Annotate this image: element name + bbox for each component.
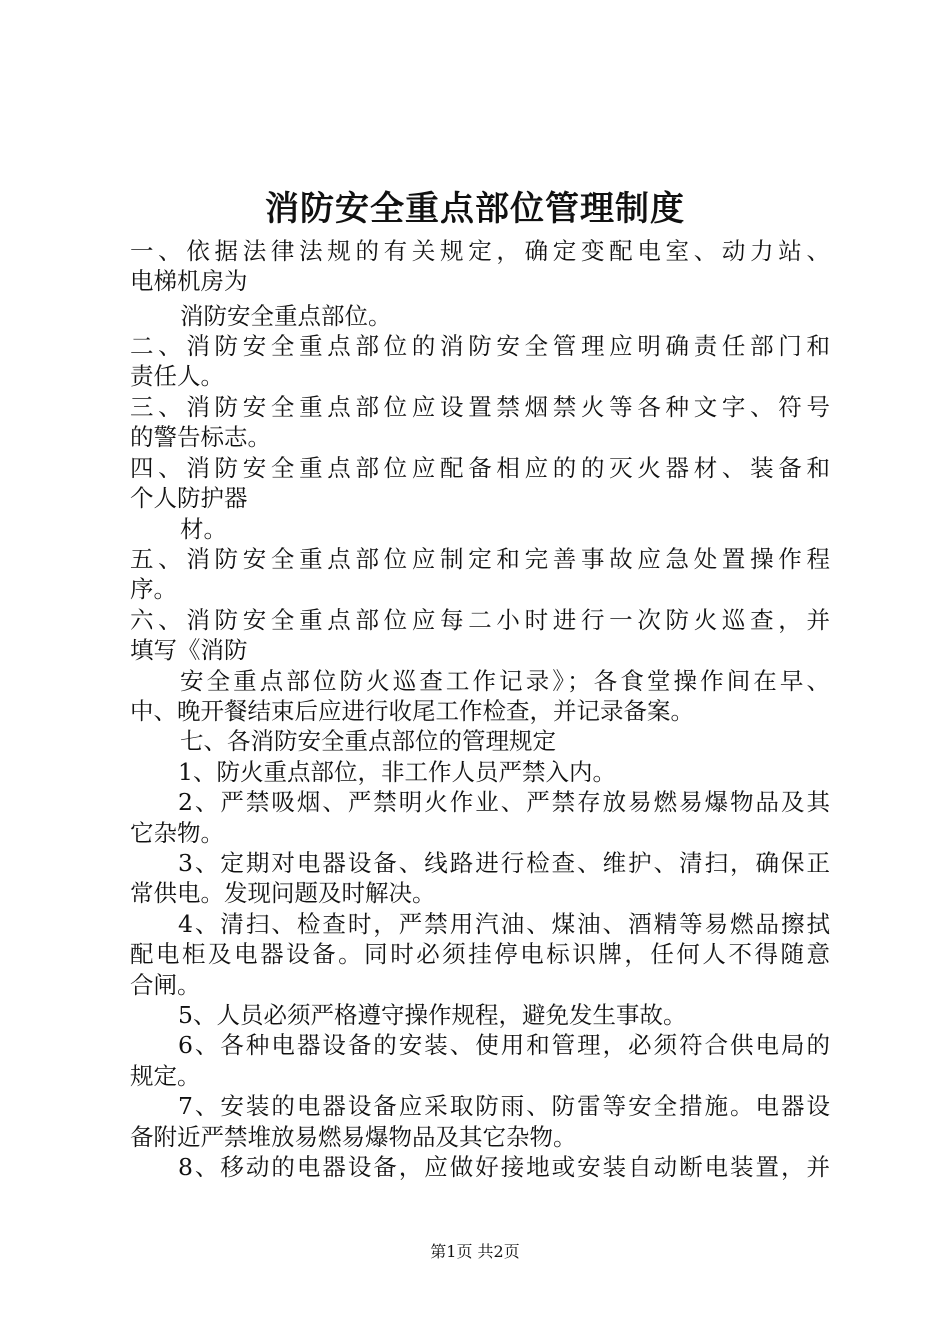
body-line: 安全重点部位防火巡查工作记录》；各食堂操作间在早、: [180, 667, 830, 695]
body-line: 配电柜及电器设备。同时必须挂停电标识牌，任何人不得随意: [130, 940, 830, 968]
body-line: 材。: [180, 515, 227, 543]
body-line: 6、各种电器设备的安装、使用和管理，必须符合供电局的: [178, 1031, 830, 1059]
document-title: 消防安全重点部位管理制度: [265, 189, 685, 229]
body-line: 四、消防安全重点部位应配备相应的的灭火器材、装备和: [130, 454, 830, 482]
body-line: 8、移动的电器设备，应做好接地或安装自动断电装置，并: [178, 1153, 830, 1181]
body-line: 中、晚开餐结束后应进行收尾工作检查，并记录备案。: [130, 697, 694, 725]
body-line: 备附近严禁堆放易燃易爆物品及其它杂物。: [130, 1123, 577, 1151]
body-line: 序。: [130, 575, 177, 603]
body-line: 7、安装的电器设备应采取防雨、防雷等安全措施。电器设: [178, 1092, 830, 1120]
body-line: 电梯机房为: [130, 267, 248, 295]
body-line: 1、防火重点部位，非工作人员严禁入内。: [178, 758, 616, 786]
body-line: 2、严禁吸烟、严禁明火作业、严禁存放易燃易爆物品及其: [178, 788, 830, 816]
body-line: 一、依据法律法规的有关规定，确定变配电室、动力站、: [130, 237, 830, 265]
body-line: 5、人员必须严格遵守操作规程，避免发生事故。: [178, 1001, 687, 1029]
body-line: 常供电。发现问题及时解决。: [130, 879, 436, 907]
body-line: 填写《消防: [130, 636, 248, 664]
body-line: 六、消防安全重点部位应每二小时进行一次防火巡查，并: [130, 606, 830, 634]
body-line: 个人防护器: [130, 484, 248, 512]
body-line: 的警告标志。: [130, 423, 271, 451]
body-line: 五、消防安全重点部位应制定和完善事故应急处置操作程: [130, 545, 830, 573]
body-line: 合闸。: [130, 971, 201, 999]
body-line: 二、消防安全重点部位的消防安全管理应明确责任部门和: [130, 332, 830, 360]
body-line: 规定。: [130, 1062, 201, 1090]
body-line: 4、清扫、检查时，严禁用汽油、煤油、酒精等易燃品擦拭: [178, 910, 830, 938]
body-line: 责任人。: [130, 362, 224, 390]
body-line: 它杂物。: [130, 819, 224, 847]
page-footer: 第1页 共2页: [430, 1242, 520, 1261]
body-line: 3、定期对电器设备、线路进行检查、维护、清扫，确保正: [178, 849, 830, 877]
body-line: 消防安全重点部位。: [180, 302, 392, 330]
body-line: 三、消防安全重点部位应设置禁烟禁火等各种文字、符号: [130, 393, 830, 421]
body-line: 七、各消防安全重点部位的管理规定: [180, 727, 556, 755]
